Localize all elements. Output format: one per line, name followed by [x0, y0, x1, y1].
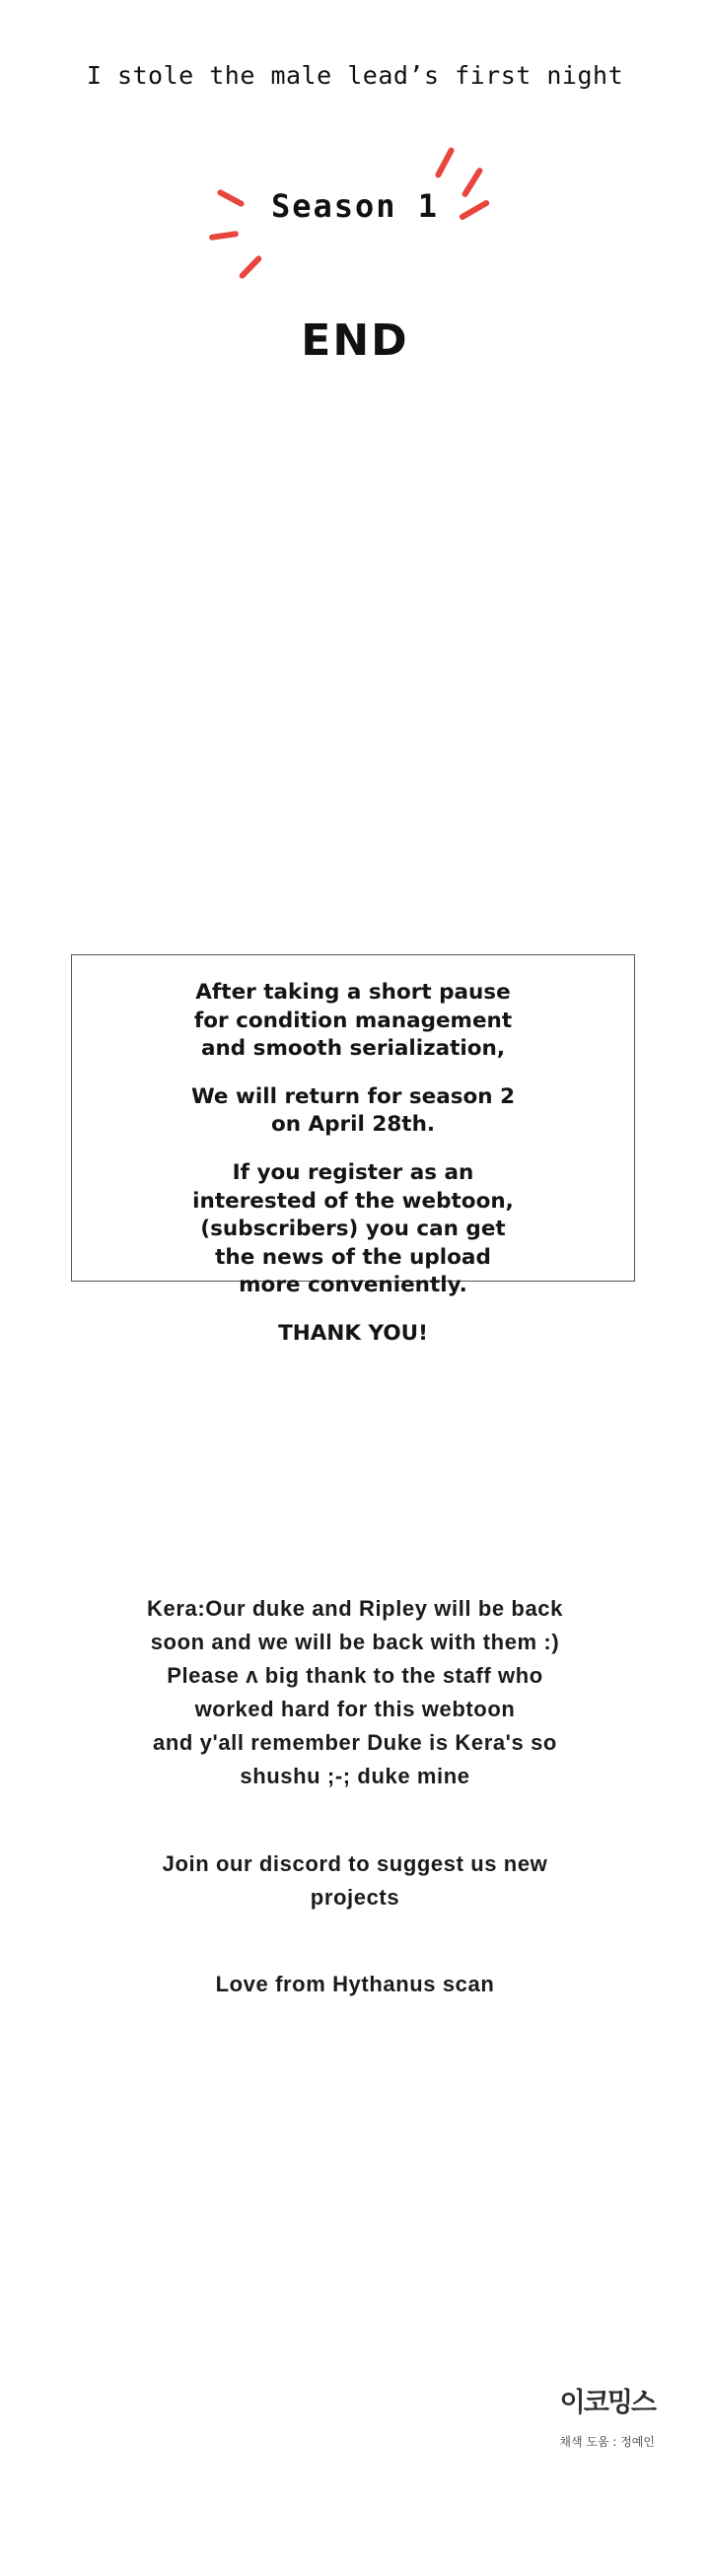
sparkle-mark-right-1: [434, 147, 455, 179]
translator-note-line: Love from Hythanus scan: [215, 1971, 495, 1996]
translator-note-line: Join our discord to suggest us new: [162, 1850, 548, 1876]
season-banner: [0, 187, 710, 296]
translator-note-block: [0, 1592, 710, 1794]
translator-notes: [0, 1592, 710, 2001]
notice-line: We will return for season 2: [190, 1083, 516, 1109]
coloring-credit: 채색 도움 : 정예인: [559, 2435, 655, 2449]
translator-note-line: worked hard for this webtoon: [194, 1697, 516, 1722]
notice-line: and smooth serialization,: [200, 1036, 505, 1062]
translator-note-line: projects: [310, 1884, 400, 1910]
scan-group-signature: [0, 1968, 710, 2001]
notice-line: If you register as an: [232, 1159, 474, 1185]
notice-box: [71, 954, 635, 1346]
notice-line: for condition management: [193, 1008, 513, 1033]
notice-line: on April 28th.: [270, 1112, 436, 1138]
translator-note-line: and y'all remember Duke is Kera's so: [153, 1730, 557, 1756]
notice-line: After taking a short pause: [195, 980, 511, 1005]
end-label: END: [301, 315, 409, 366]
notice-line: the news of the upload: [215, 1244, 491, 1270]
translator-note-line: Kera:Our duke and Ripley will be back: [147, 1596, 563, 1621]
notice-line: (subscribers) you can get: [200, 1217, 506, 1242]
discord-invite-note: [0, 1847, 710, 1915]
publisher-logo: 이코밍스: [559, 2388, 655, 2418]
notice-text: [72, 955, 634, 1349]
notice-paragraph: [102, 1320, 604, 1349]
notice-paragraph: [102, 1083, 604, 1140]
translator-note-line: soon and we will be back with them :): [150, 1630, 560, 1655]
page-title: I stole the male lead’s first night: [86, 61, 624, 90]
notice-line: THANK YOU!: [278, 1320, 428, 1346]
notice-paragraph: [102, 1159, 604, 1300]
season-label: Season 1: [270, 187, 440, 225]
notice-line: interested of the webtoon,: [192, 1188, 514, 1214]
translator-note-line: shushu ;-; duke mine: [240, 1764, 470, 1789]
notice-line: more conveniently.: [239, 1273, 467, 1298]
sparkle-mark-left-2: [209, 231, 240, 241]
sparkle-mark-left-3: [238, 254, 262, 280]
notice-paragraph: [102, 979, 604, 1064]
translator-note-line: Please ʌ big thank to the staff who: [167, 1663, 543, 1689]
